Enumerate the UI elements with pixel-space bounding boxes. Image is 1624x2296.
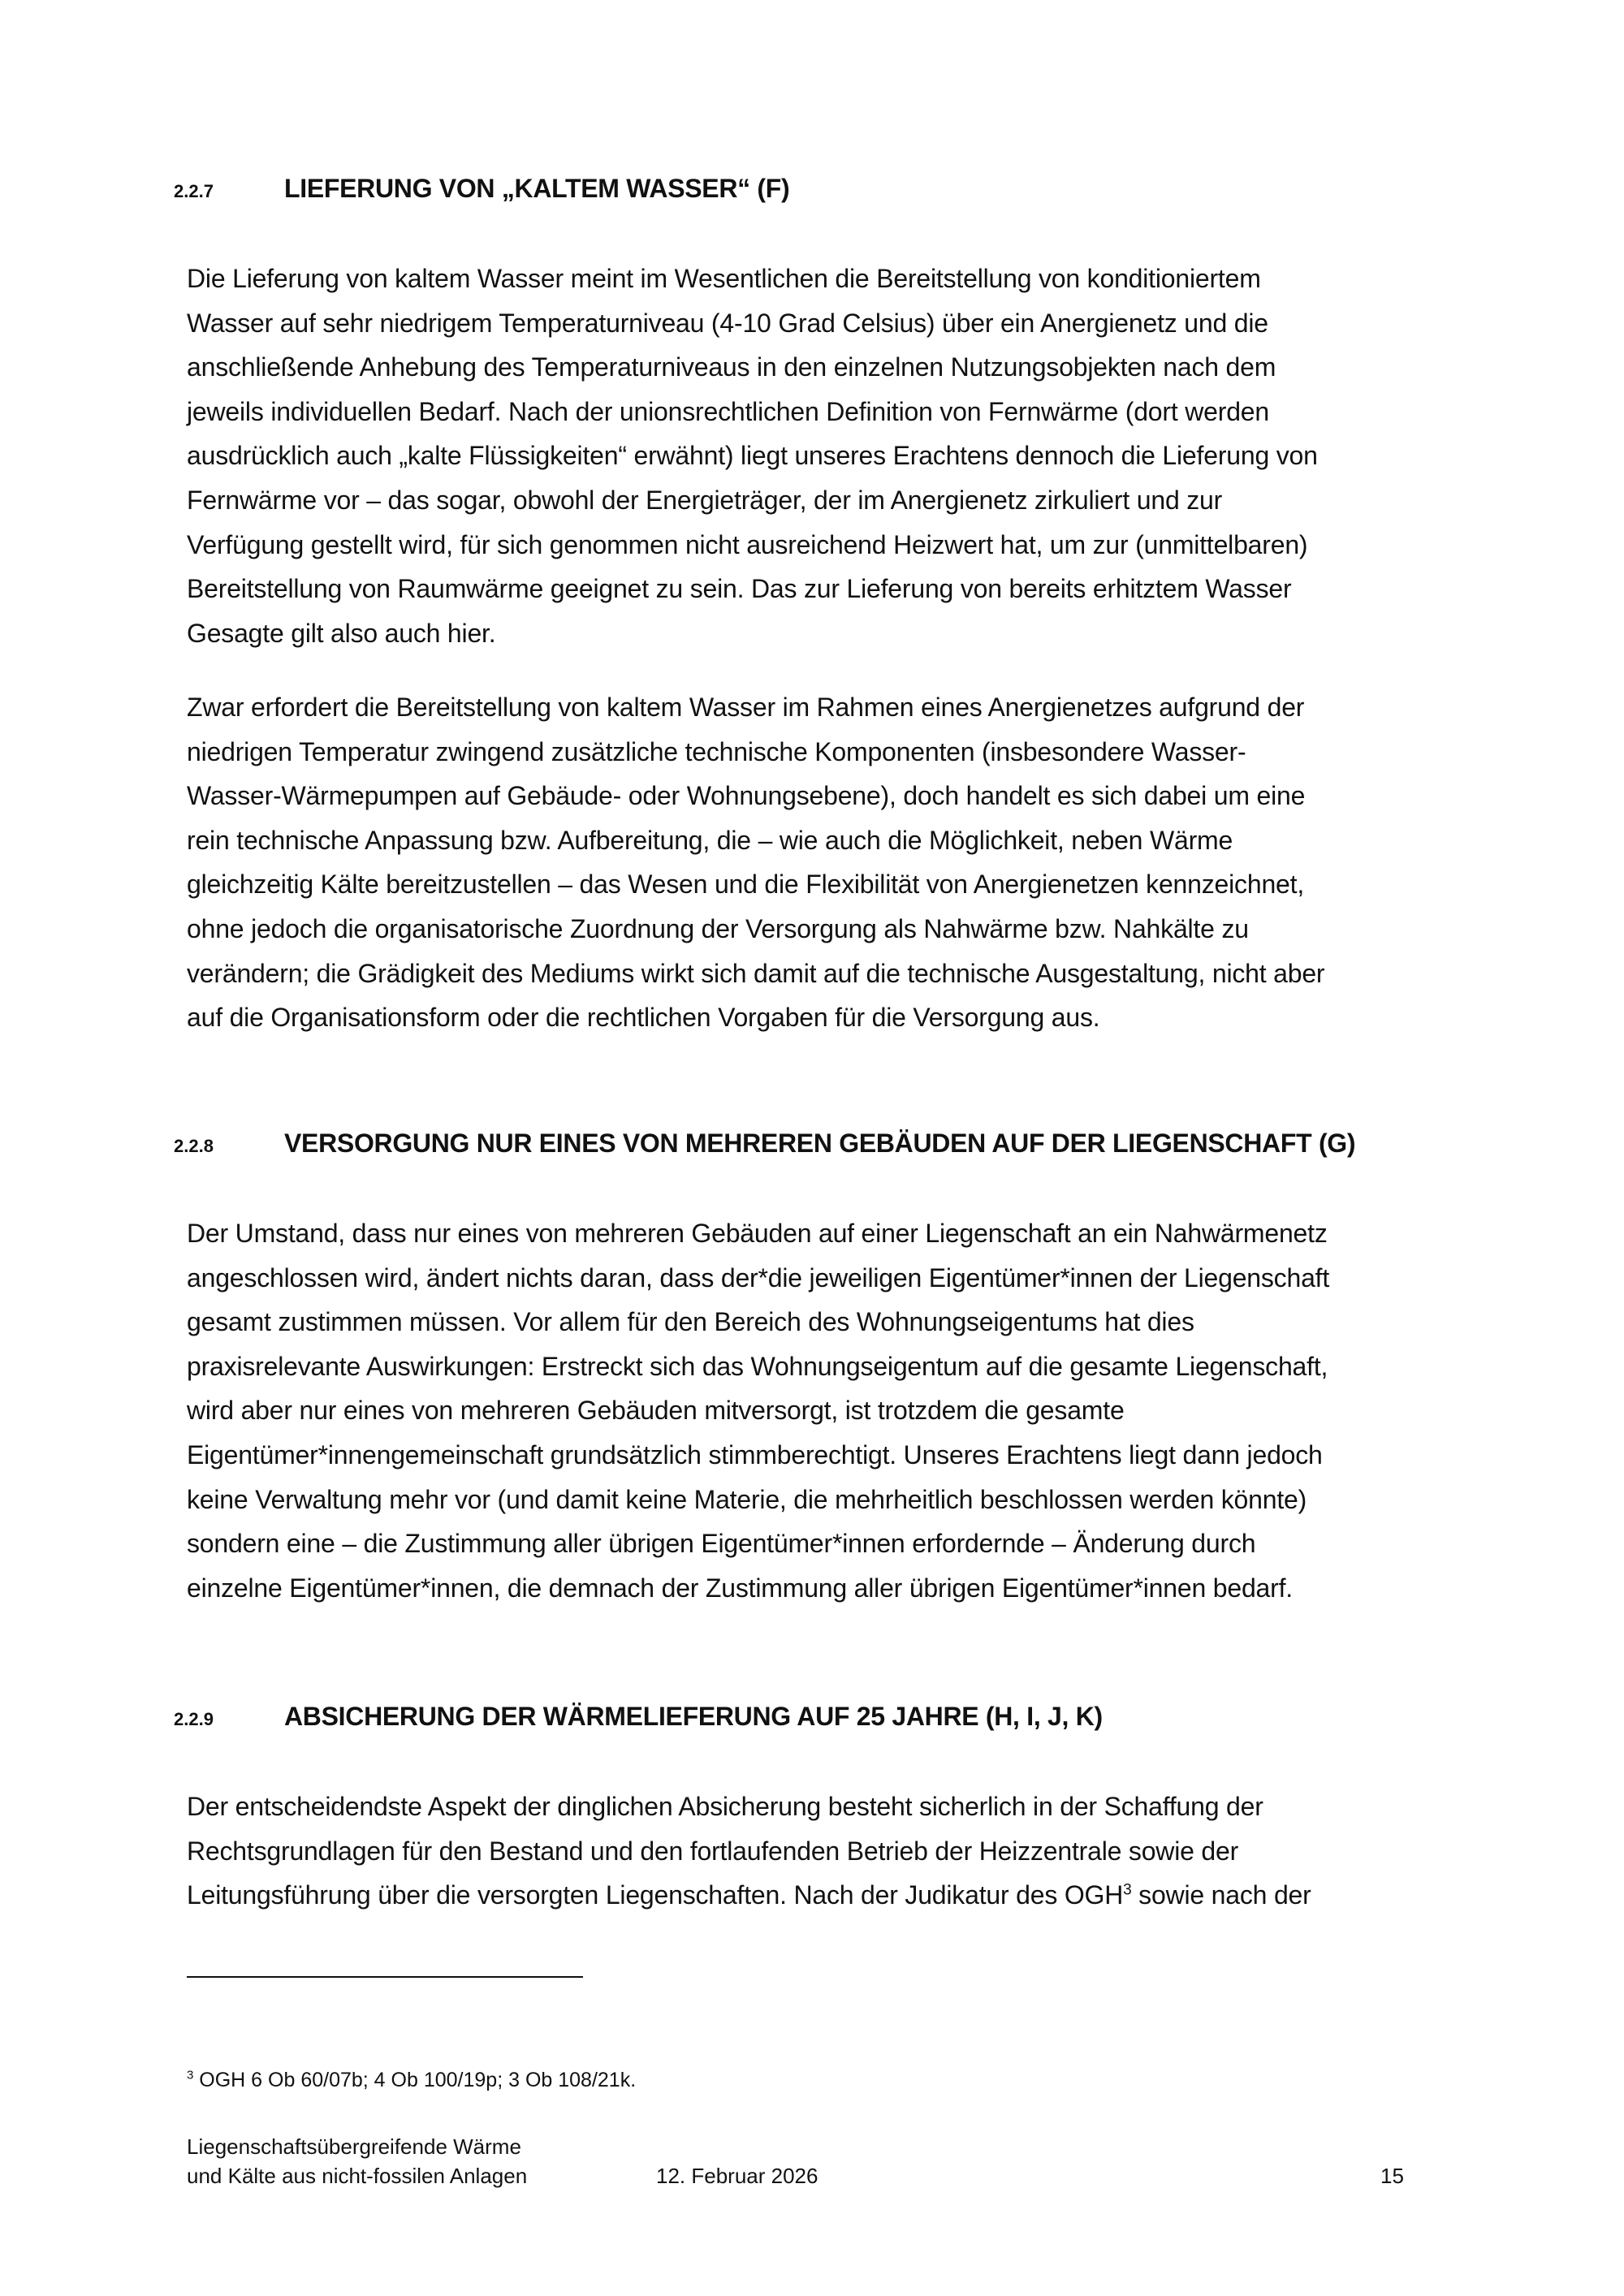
text-line: Wasser auf sehr niedrigem Temperaturniveau (4-10 Grad Celsius) über ein Anergienetz und die bbox=[187, 308, 1268, 338]
section-title: LIEFERUNG VON „KALTEM WASSER“ (F) bbox=[284, 174, 790, 203]
section-number: 2.2.7 bbox=[174, 181, 214, 201]
text-line: gleichzeitig Kälte bereitzustellen – das Wesen und die Flexibilität von Anergienetzen kennzeichnet, bbox=[187, 870, 1305, 900]
footer-title-line: und Kälte aus nicht-fossilen Anlagen bbox=[187, 2164, 528, 2188]
text-line: auf die Organisationsform oder die rechtlichen Vorgaben für die Versorgung aus. bbox=[187, 1003, 1100, 1033]
text-line: Die Lieferung von kaltem Wasser meint im Wesentlichen die Bereitstellung von konditioniertem bbox=[187, 264, 1261, 293]
footer-title-line: Liegenschaftsübergreifende Wärme bbox=[187, 2134, 521, 2159]
section-title: ABSICHERUNG DER WÄRMELIEFERUNG AUF 25 JAHRE (H, I, J, K) bbox=[284, 1702, 1103, 1731]
section-title: VERSORGUNG NUR EINES VON MEHREREN GEBÄUDEN AUF DER LIEGENSCHAFT (G) bbox=[284, 1129, 1356, 1158]
text-line: Bereitstellung von Raumwärme geeignet zu sein. Das zur Lieferung von bereits erhitztem Wasser bbox=[187, 574, 1292, 604]
footer-date: 12. Februar 2026 bbox=[656, 2164, 818, 2188]
section-heading-2-2-7 bbox=[174, 174, 1473, 204]
text-line: anschließende Anhebung des Temperaturniveaus in den einzelnen Nutzungsobjekten nach dem bbox=[187, 352, 1276, 382]
text-segment: Leitungsführung über die versorgten Liegenschaften. Nach der Judikatur des OGH bbox=[187, 1880, 1124, 1910]
text-line: gesamt zustimmen müssen. Vor allem für den Bereich des Wohnungseigentums hat dies bbox=[187, 1307, 1194, 1337]
paragraph-2-2-8-1 bbox=[187, 1211, 1470, 1610]
text-line: rein technische Anpassung bzw. Aufbereitung, die – wie auch die Möglichkeit, neben Wärme bbox=[187, 825, 1233, 855]
paragraph-2-2-7-2 bbox=[187, 685, 1470, 1040]
footnote-separator bbox=[187, 1976, 583, 1978]
text-line: Der Umstand, dass nur eines von mehreren Gebäuden auf einer Liegenschaft an ein Nahwärmenetz bbox=[187, 1219, 1328, 1248]
text-line: Gesagte gilt also auch hier. bbox=[187, 618, 496, 648]
text-line: jeweils individuellen Bedarf. Nach der unionsrechtlichen Definition von Fernwärme (dort werden bbox=[187, 396, 1269, 426]
text-line: sondern eine – die Zustimmung aller übrigen Eigentümer*innen erfordernde – Änderung durch bbox=[187, 1529, 1256, 1559]
text-line: angeschlossen wird, ändert nichts daran, dass der*die jeweiligen Eigentümer*innen der Liegenschaft bbox=[187, 1262, 1330, 1293]
footer-document-title bbox=[187, 2132, 527, 2190]
text-line-with-footnote-ref bbox=[187, 1873, 1470, 1918]
section-heading-2-2-8 bbox=[174, 1129, 1473, 1159]
footnote bbox=[187, 2069, 636, 2092]
text-line: Wasser-Wärmepumpen auf Gebäude- oder Wohnungsebene), doch handelt es sich dabei um eine bbox=[187, 781, 1306, 811]
text-line: Verfügung gestellt wird, für sich genommen nicht ausreichend Heizwert hat, um zur (unmittelbaren) bbox=[187, 529, 1308, 559]
text-line: Eigentümer*innengemeinschaft grundsätzlich stimmberechtigt. Unseres Erachtens liegt dann jedoch bbox=[187, 1439, 1323, 1470]
paragraph-2-2-9-1 bbox=[187, 1785, 1470, 1918]
text-line: Rechtsgrundlagen für den Bestand und den fortlaufenden Betrieb der Heizzentrale sowie der bbox=[187, 1836, 1239, 1866]
page-number: 15 bbox=[1380, 2164, 1404, 2188]
text-line: praxisrelevante Auswirkungen: Erstreckt sich das Wohnungseigentum auf die gesamte Liegenschaft, bbox=[187, 1351, 1328, 1381]
section-number: 2.2.9 bbox=[174, 1709, 214, 1729]
text-line: ausdrücklich auch „kalte Flüssigkeiten“ erwähnt) liegt unseres Erachtens dennoch die Lieferung von bbox=[187, 441, 1318, 471]
text-line: verändern; die Grädigkeit des Mediums wirkt sich damit auf die technische Ausgestaltung, nicht aber bbox=[187, 958, 1325, 988]
footnote-reference[interactable]: 3 bbox=[1123, 1881, 1132, 1899]
text-line: ohne jedoch die organisatorische Zuordnung der Versorgung als Nahwärme bzw. Nahkälte zu bbox=[187, 913, 1249, 943]
text-line: wird aber nur eines von mehreren Gebäuden mitversorgt, ist trotzdem die gesamte bbox=[187, 1396, 1125, 1426]
text-line: einzelne Eigentümer*innen, die demnach der Zustimmung aller übrigen Eigentümer*innen bedarf. bbox=[187, 1573, 1293, 1603]
text-segment: sowie nach der bbox=[1131, 1880, 1311, 1910]
section-number: 2.2.8 bbox=[174, 1136, 214, 1156]
paragraph-2-2-7-1 bbox=[187, 257, 1470, 655]
text-line: Zwar erfordert die Bereitstellung von kaltem Wasser im Rahmen eines Anergienetzes aufgrund der bbox=[187, 693, 1305, 722]
footnote-marker: 3 bbox=[187, 2068, 194, 2082]
text-line: keine Verwaltung mehr vor (und damit keine Materie, die mehrheitlich beschlossen werden könnte) bbox=[187, 1484, 1307, 1514]
text-line: Der entscheidendste Aspekt der dinglichen Absicherung besteht sicherlich in der Schaffung der bbox=[187, 1792, 1263, 1821]
section-heading-2-2-9 bbox=[174, 1702, 1473, 1732]
footnote-text: OGH 6 Ob 60/07b; 4 Ob 100/19p; 3 Ob 108/21k. bbox=[193, 2069, 637, 2091]
text-line: niedrigen Temperatur zwingend zusätzliche technische Komponenten (insbesondere Wasser- bbox=[187, 736, 1246, 766]
text-line: Fernwärme vor – das sogar, obwohl der Energieträger, der im Anergienetz zirkuliert und zur bbox=[187, 485, 1223, 515]
